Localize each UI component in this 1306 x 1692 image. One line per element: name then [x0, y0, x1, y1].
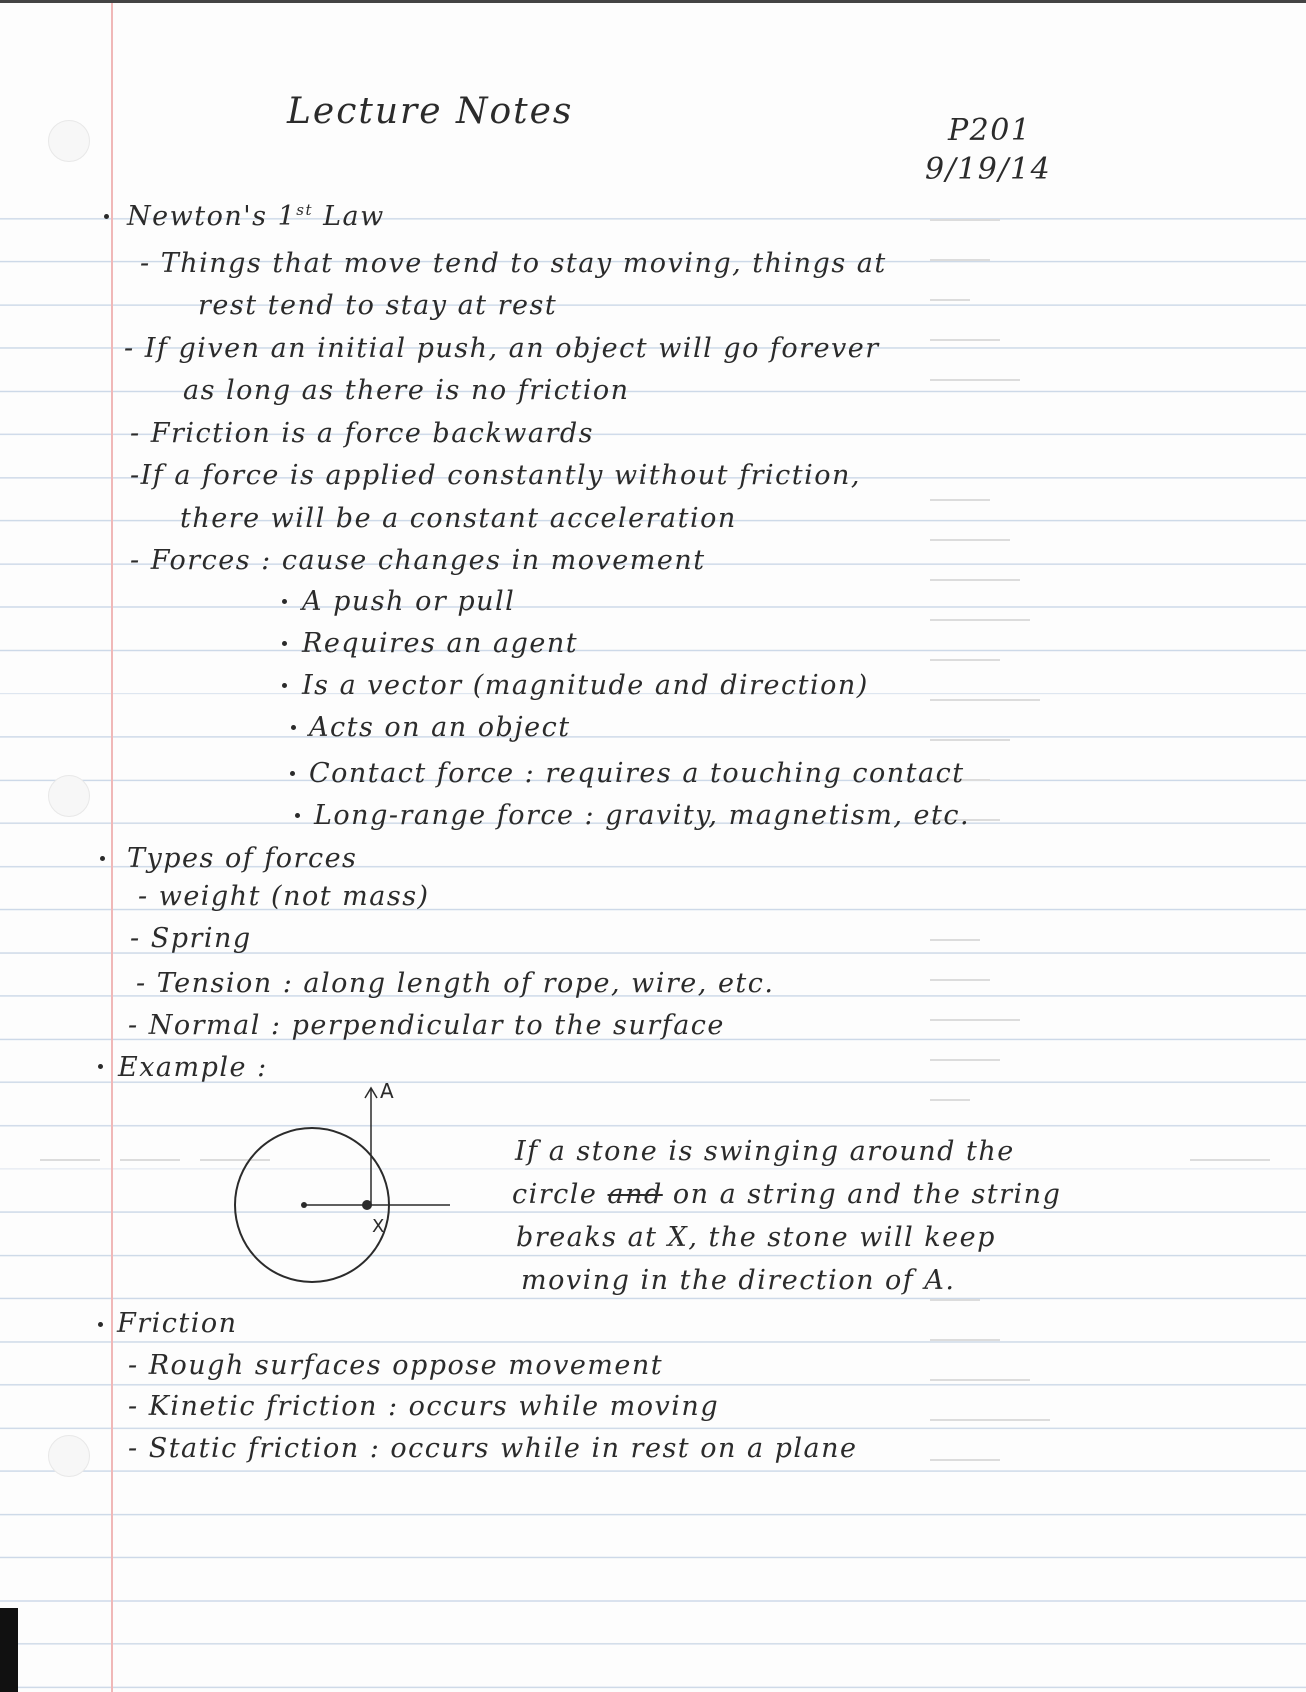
- label-x: X: [372, 1216, 385, 1237]
- page-top-edge: [0, 0, 1306, 3]
- stone-point: [362, 1200, 372, 1210]
- note-line: - Forces : cause changes in movement: [130, 545, 706, 576]
- example-text-line: [512, 1181, 1061, 1208]
- force-type: - Tension : along length of rope, wire, etc.: [136, 968, 775, 999]
- circular-motion-diagram: [215, 1070, 475, 1290]
- bullet-dot: [98, 1322, 103, 1327]
- binder-hole: [48, 1435, 90, 1477]
- label-a: A: [380, 1079, 394, 1103]
- force-property: Is a vector (magnitude and direction): [302, 670, 869, 701]
- bullet-dot: [98, 1064, 103, 1069]
- course-code: P201: [948, 113, 1032, 148]
- example-text-word: circle: [512, 1179, 598, 1210]
- bullet-dot: [104, 214, 109, 219]
- note-line: there will be a constant acceleration: [180, 503, 737, 534]
- bullet-dot: [282, 641, 287, 646]
- binder-hole: [48, 120, 90, 162]
- bullet-dot: [100, 856, 105, 861]
- section-heading-newtons-law: [127, 203, 385, 230]
- example-text-line: breaks at X, the stone will keep: [516, 1222, 996, 1253]
- bullet-dot: [282, 683, 287, 688]
- note-line: - Things that move tend to stay moving, things at: [140, 248, 887, 279]
- force-type: - weight (not mass): [138, 881, 430, 912]
- bullet-dot: [290, 771, 295, 776]
- bullet-dot: [295, 813, 300, 818]
- note-line: rest tend to stay at rest: [198, 290, 558, 321]
- example-text-line: moving in the direction of A.: [521, 1265, 956, 1296]
- friction-item: - Static friction : occurs while in rest on a plane: [128, 1433, 858, 1464]
- section-heading-example: Example :: [118, 1052, 268, 1083]
- force-type: - Normal : perpendicular to the surface: [128, 1010, 725, 1041]
- note-line: -If a force is applied constantly without friction,: [130, 460, 861, 491]
- lecture-date: 9/19/14: [925, 152, 1052, 187]
- heading-text: Newton's 1: [127, 201, 297, 232]
- heading-superscript: st: [296, 201, 313, 219]
- note-line: - If given an initial push, an object will go forever: [124, 333, 880, 364]
- binder-hole: [48, 775, 90, 817]
- force-property: Contact force : requires a touching contact: [309, 758, 965, 789]
- example-text-word: on a string and the string: [672, 1179, 1062, 1210]
- force-property: Requires an agent: [302, 628, 579, 659]
- example-text-line: If a stone is swinging around the: [515, 1136, 1015, 1167]
- note-line: as long as there is no friction: [183, 375, 630, 406]
- page-title: Lecture Notes: [287, 91, 574, 132]
- section-heading-types-of-forces: Types of forces: [127, 843, 358, 874]
- friction-item: - Kinetic friction : occurs while moving: [128, 1391, 720, 1422]
- force-type: - Spring: [130, 923, 252, 954]
- note-line: - Friction is a force backwards: [130, 418, 595, 449]
- margin-line: [111, 0, 113, 1692]
- force-property: Acts on an object: [309, 712, 571, 743]
- force-property: Long-range force : gravity, magnetism, etc.: [314, 800, 971, 831]
- bullet-dot: [282, 599, 287, 604]
- crossed-out-word: and: [607, 1179, 663, 1210]
- page-header-area: [0, 0, 1306, 176]
- force-property: A push or pull: [302, 586, 516, 617]
- section-heading-friction: Friction: [117, 1308, 238, 1339]
- bullet-dot: [291, 725, 296, 730]
- friction-item: - Rough surfaces oppose movement: [128, 1350, 664, 1381]
- heading-text-end: Law: [323, 201, 385, 232]
- scan-edge: [0, 1608, 18, 1692]
